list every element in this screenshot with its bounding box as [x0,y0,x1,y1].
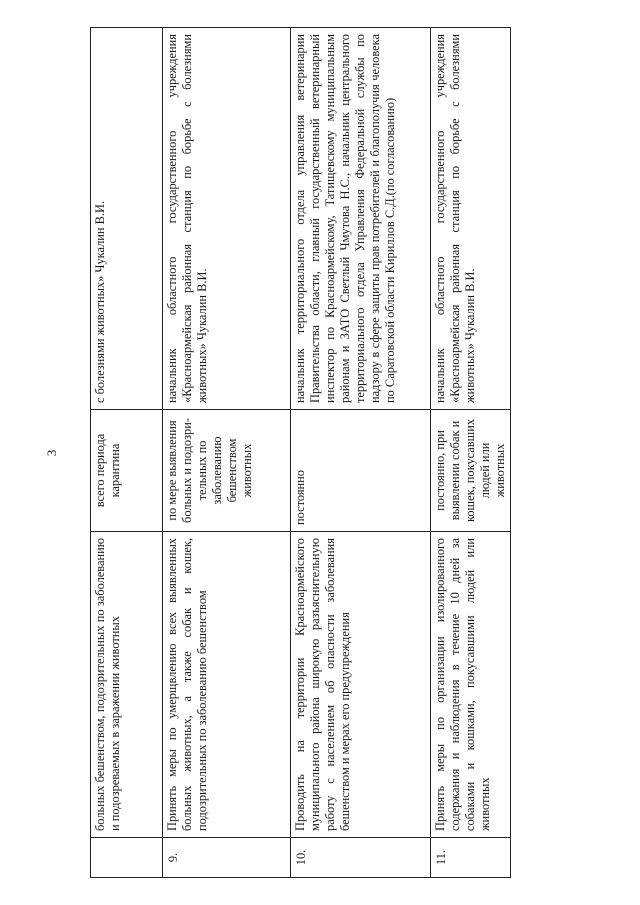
responsible-text: начальник территориального отдела управления ветеринарии Правительства области, главный государственный ветеринарный инспектор по Красноармейскому, Татищевскому муниципальным районам и ЗАТО Светлый Чмутова Н.С., начальник центрального территориального отдела Управления Федеральной службы по надзору в сфере защиты прав потребителей и благополучия человека по Саратовской области Кириллов С.Д.(по согласованию) [291,28,431,410]
term-text: по мере выявления больных и подозри-тельных по заболеванию бешенством животных [163,410,291,532]
action-text: больных бешенством, подозрительных по заболеванию и подозреваемых в заражении животных [91,532,163,838]
row-number: 11. [431,838,511,878]
term-text: всего периода карантина [91,410,163,532]
table-row [91,28,163,878]
responsible-text: начальник областного государственного учреждения «Красноармейская районная станция по борьбе с болезнями животных» Чукалин В.И. [163,28,291,410]
table-row [163,28,291,878]
rotated-table-container [90,28,510,878]
measures-table [90,27,511,878]
term-text: постоянно [291,410,431,532]
row-number [91,838,163,878]
action-text: Принять меры по умерщвлению всех выявленных больных животных, а также собак и кошек, подозрительных по заболеванию бешенством [163,532,291,838]
table-row [291,28,431,878]
action-text: Принять меры по организации изолированного содержания и наблюдения в течение 10 дней за собаками и кошками, покусавшими людей или животных [431,532,511,838]
row-number: 9. [163,838,291,878]
row-number: 10. [291,838,431,878]
table-row [431,28,511,878]
action-text: Проводить на территории Красноармейского муниципального района широкую разъяснительную работу с населением об опасности заболевания бешенством и мерах его предупреждения [291,532,431,838]
term-text: постоянно, при выявлении собак и кошек, покусавших людей или животных [431,410,511,532]
page-number: 3 [44,449,59,457]
responsible-text: с болезнями животных» Чукалин В.И. [91,28,163,410]
responsible-text: начальник областного государственного учреждения «Красноармейская районная станция по борьбе с болезнями животных» Чукалин В.И. [431,28,511,410]
